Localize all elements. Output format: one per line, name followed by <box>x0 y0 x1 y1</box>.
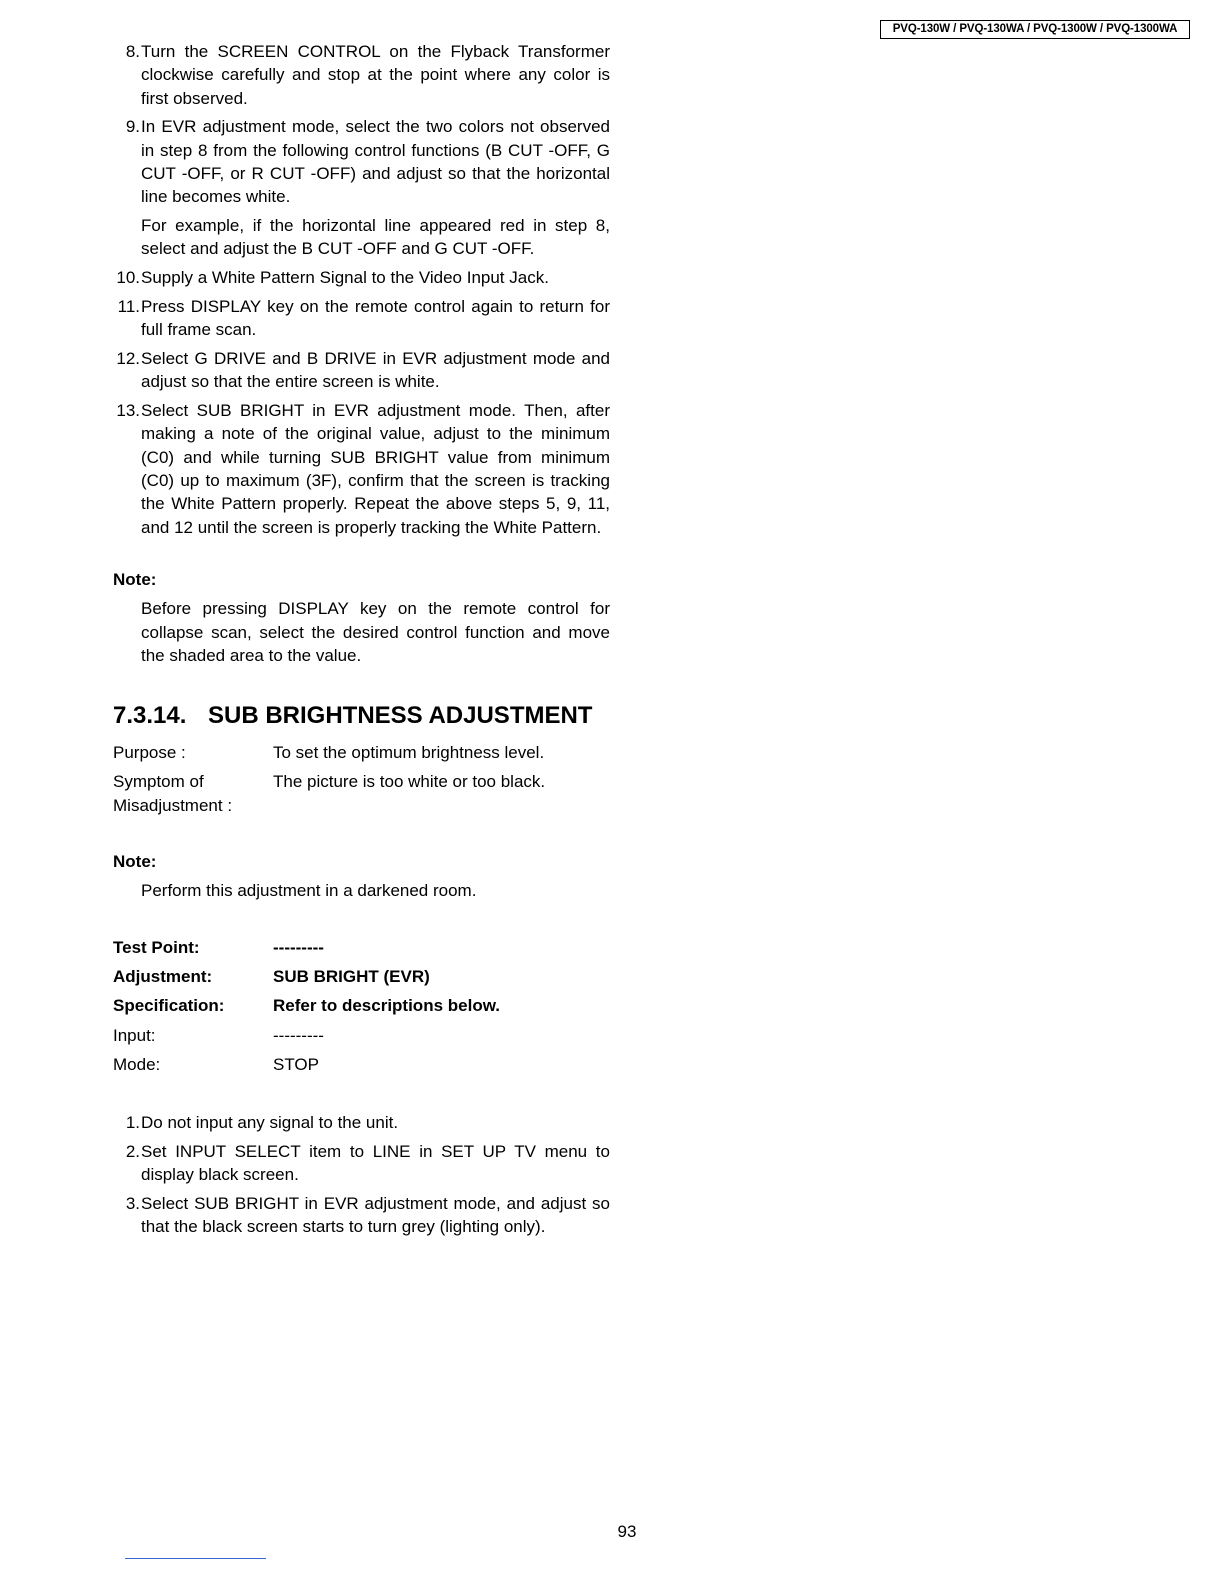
symptom-label-line-1: Symptom of <box>113 772 204 792</box>
step-text: Set INPUT SELECT item to LINE in SET UP TV menu to display black screen. <box>141 1141 610 1185</box>
note-block-darkened-room <box>113 850 610 903</box>
spec-row-mode <box>113 1053 610 1076</box>
step-number: 8. <box>125 42 140 61</box>
spec-value: --------- <box>273 937 324 957</box>
step-number: 3. <box>125 1193 140 1213</box>
step-12 <box>113 347 610 394</box>
symptom-row <box>113 770 610 817</box>
step-number: 9. <box>125 117 140 137</box>
step-text: Select G DRIVE and B DRIVE in EVR adjustment mode and adjust so that the entire screen is white. <box>141 349 610 392</box>
step-text: Select SUB BRIGHT in EVR adjustment mode, and adjust so that the black screen starts to turn grey (lighting only). <box>141 1193 610 1237</box>
spec-value: --------- <box>273 1025 324 1045</box>
step-number: 10. <box>116 268 140 288</box>
step-text: Select SUB BRIGHT in EVR adjustment mode. Then, after making a note of the original value, adjust to the minimum (C0) and while turning SUB BRIGHT value from minimum (C0) up to maximum (3F), confirm that the screen is tracking the White Pattern properly. Repeat the above steps 5, 9, 11, and 12 until the screen is properly tracking the White Pattern. <box>141 401 610 537</box>
section-heading <box>113 701 610 731</box>
step-example-text: For example, if the horizontal line appeared red in step 8, select and adjust the B CUT -OFF and G CUT -OFF. <box>141 216 610 259</box>
step-1 <box>113 1111 610 1134</box>
step-13 <box>113 399 610 539</box>
procedure-steps-continued <box>113 40 610 539</box>
spec-label: Specification: <box>113 996 225 1016</box>
spec-label: Mode: <box>113 1054 161 1074</box>
step-number: 2. <box>125 1141 140 1161</box>
spec-value: STOP <box>273 1054 319 1074</box>
section-number: 7.3.14. <box>113 702 187 730</box>
spec-row-input <box>113 1024 610 1047</box>
step-10 <box>113 266 610 289</box>
step-text: In EVR adjustment mode, select the two colors not observed in step 8 from the following control functions (B CUT -OFF, G CUT -OFF, or R CUT -OFF) and adjust so that the horizontal line becomes white. <box>141 117 610 207</box>
purpose-row <box>113 741 610 764</box>
note-text: Perform this adjustment in a darkened room. <box>141 881 477 901</box>
symptom-label <box>113 770 273 817</box>
note-label: Note: <box>113 852 157 872</box>
spec-label: Test Point: <box>113 937 200 957</box>
spec-table <box>113 936 610 1076</box>
spec-row-specification <box>113 994 610 1017</box>
purpose-label: Purpose : <box>113 743 186 763</box>
step-11 <box>113 295 610 342</box>
step-3 <box>113 1192 610 1239</box>
step-text: Do not input any signal to the unit. <box>141 1113 399 1133</box>
note-block-collapse-scan <box>113 568 610 667</box>
symptom-value: The picture is too white or too black. <box>273 772 546 792</box>
spec-row-test-point <box>113 936 610 959</box>
symptom-label-line-2: Misadjustment : <box>113 795 233 815</box>
note-label: Note: <box>113 569 157 589</box>
page-number: 93 <box>617 1522 637 1541</box>
step-text: Press DISPLAY key on the remote control again to return for full frame scan. <box>141 296 610 340</box>
note-text: Before pressing DISPLAY key on the remote control for collapse scan, select the desired control function and move the shaded area to the value. <box>141 599 610 665</box>
spec-value: Refer to descriptions below. <box>273 996 501 1016</box>
procedure-steps-sub-bright <box>113 1111 610 1238</box>
footer-rule <box>125 1558 266 1559</box>
step-9 <box>113 115 610 260</box>
main-column <box>113 40 610 1244</box>
model-number-header: PVQ-130W / PVQ-130WA / PVQ-1300W / PVQ-1300WA <box>880 20 1190 39</box>
step-number: 13. <box>116 401 140 421</box>
step-number: 12. <box>116 349 140 369</box>
step-number: 1. <box>125 1113 140 1133</box>
step-2 <box>113 1140 610 1187</box>
step-text: Turn the SCREEN CONTROL on the Flyback Transformer clockwise carefully and stop at the point where any color is first observed. <box>141 42 610 108</box>
step-text: Supply a White Pattern Signal to the Video Input Jack. <box>141 268 549 288</box>
spec-row-adjustment <box>113 965 610 988</box>
spec-label: Adjustment: <box>113 966 213 986</box>
spec-value: SUB BRIGHT (EVR) <box>273 966 430 986</box>
purpose-block <box>113 741 610 817</box>
spec-label: Input: <box>113 1025 156 1045</box>
step-number: 11. <box>117 296 140 316</box>
purpose-value: To set the optimum brightness level. <box>273 743 545 763</box>
section-title: SUB BRIGHTNESS ADJUSTMENT <box>208 702 593 730</box>
step-8 <box>113 40 610 110</box>
